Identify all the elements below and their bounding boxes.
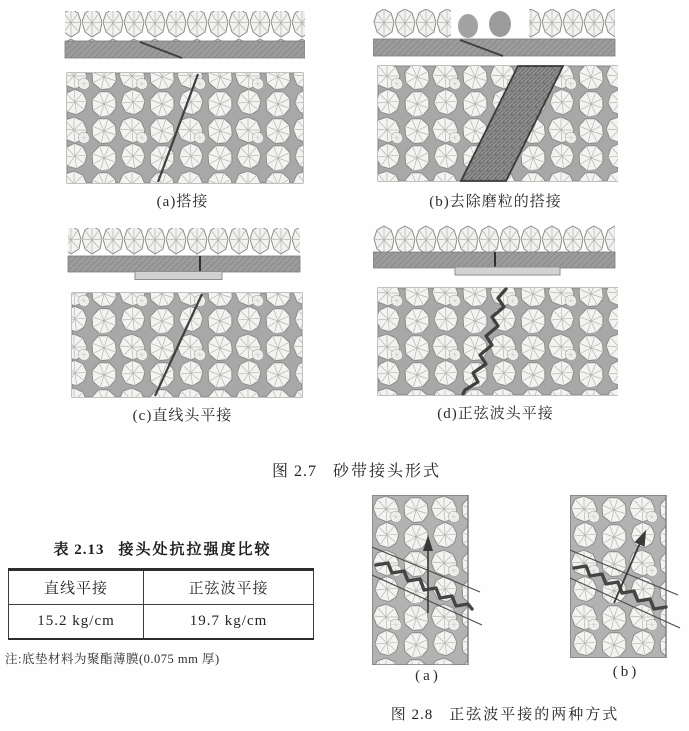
backing-film-strip (455, 267, 560, 275)
panel-a-caption: (a)搭接 (156, 194, 209, 210)
removed-grain-blob (489, 11, 511, 37)
abrasive-grain-row (68, 228, 300, 257)
strip-b-caption: (b) (612, 664, 640, 680)
figure-2-7-caption (12, 458, 689, 481)
figure-2-8-caption (330, 703, 680, 724)
abrasive-grain-row (529, 9, 615, 39)
column-header-sine: 正弦波平接 (144, 570, 314, 605)
value-sine: 19.7 kg/cm (144, 605, 314, 640)
panel-d-diagram (373, 225, 618, 396)
figure-2-8-number: 图 2.8 (390, 707, 434, 723)
belt-top-view (72, 293, 302, 397)
panel-c-diagram (60, 225, 305, 398)
table-2-13-number: 表 2.13 (53, 542, 105, 558)
value-straight: 15.2 kg/cm (9, 605, 144, 640)
strip-a-diagram (372, 495, 484, 665)
belt-backing-bar (65, 41, 305, 58)
belt-backing-bar (68, 256, 300, 272)
removed-grain-blob (458, 14, 478, 38)
figure-2-8-panel-a (372, 495, 484, 665)
table-2-13-block (5, 538, 320, 667)
panel-a-diagram (60, 8, 305, 184)
figure-2-7-panel-d (373, 225, 618, 423)
abrasive-grain-row (65, 11, 305, 41)
abrasive-grain-row (373, 9, 451, 39)
figure-2-7-number: 图 2.7 (271, 463, 317, 480)
table-footnote: 注:底垫材料为聚酯薄膜(0.075 mm 厚) (5, 652, 220, 666)
panel-b-caption: (b)去除磨粒的搭接 (429, 194, 562, 210)
strip-b-diagram (570, 495, 682, 658)
belt-top-view (378, 288, 618, 395)
abrasive-grain-row (373, 225, 615, 253)
backing-film-strip (135, 272, 222, 280)
column-header-straight: 直线平接 (9, 570, 144, 605)
strip-a-caption: (a) (415, 668, 441, 684)
table-header-row (9, 570, 314, 605)
panel-d-caption: (d)正弦波头平接 (437, 406, 554, 422)
table-2-13-title-text: 接头处抗拉强度比较 (118, 542, 272, 558)
panel-b-diagram (373, 8, 618, 184)
table-value-row (9, 605, 314, 640)
table-2-13-title (5, 538, 320, 559)
figure-2-7-title: 砂带接头形式 (333, 463, 442, 480)
panel-c-caption: (c)直线头平接 (132, 408, 233, 424)
figure-2-7-panel-c (60, 225, 305, 425)
figure-2-8-panel-b (570, 495, 682, 658)
figure-2-7-panel-b (373, 8, 618, 211)
belt-top-view (67, 73, 303, 183)
figure-2-7-panel-a (60, 8, 305, 211)
figure-2-8-title: 正弦波平接的两种方式 (449, 707, 620, 723)
strength-comparison-table (8, 568, 314, 640)
belt-top-view (378, 66, 618, 181)
